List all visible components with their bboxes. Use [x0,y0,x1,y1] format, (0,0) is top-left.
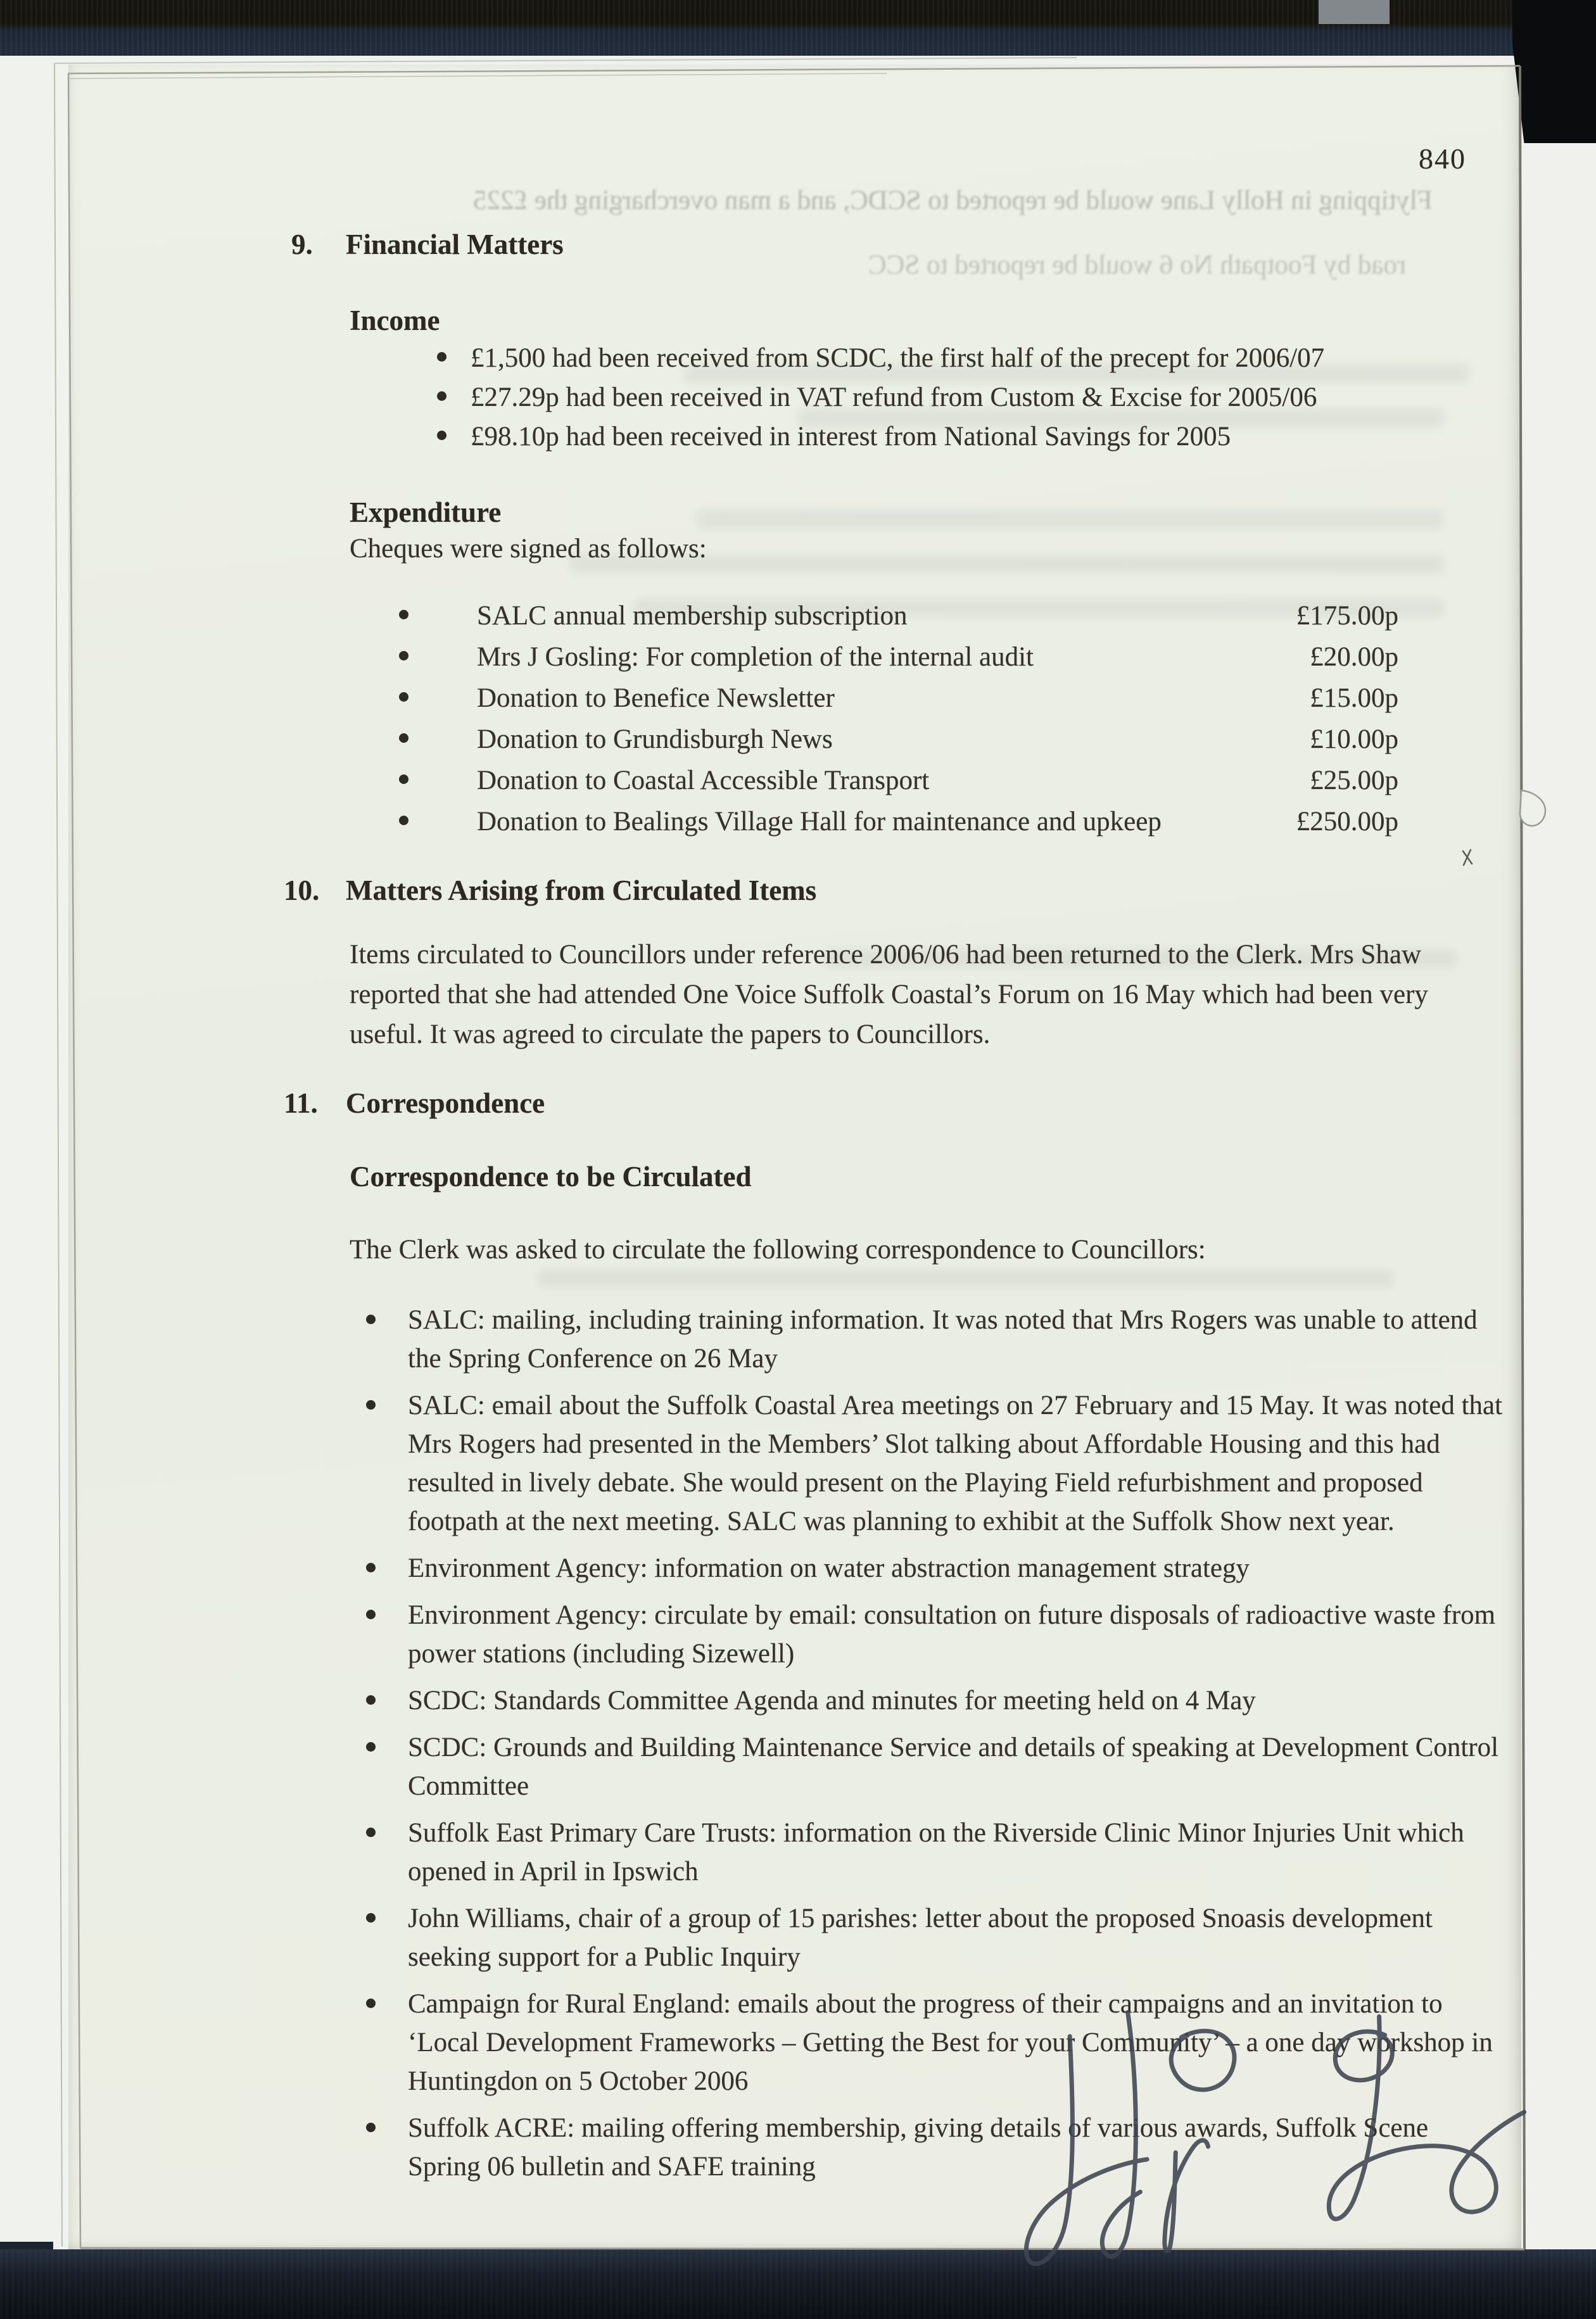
bullet-marker [399,610,408,619]
bullet-marker [366,1315,376,1324]
bullet-marker [366,1610,376,1619]
bullet-marker [366,1742,376,1752]
income-heading: Income [350,305,440,336]
correspondence-item: Campaign for Rural England: emails about the progress of their campaigns and an invitation to ‘Local Development Frameworks – Getting the Best for your Community’ – a one day workshop in Huntingdon on 5 October 2006 [365,1985,1505,2101]
income-item: £98.10p had been received in interest from National Savings for 2005 [437,421,1324,451]
cheque-amount: £25.00p [1310,766,1398,795]
cheque-description: Donation to Coastal Accessible Transport [477,766,930,795]
bullet-marker [399,733,408,743]
cheque-amount: £20.00p [1310,642,1398,672]
bullet-marker [366,1400,376,1410]
bleedthrough-line: road by Footpath No 6 would be reported to SCC [868,250,1406,280]
cheques-intro: Cheques were signed as follows: [350,534,707,564]
bullet-marker [399,692,408,702]
cheque-amount: £250.00p [1296,807,1398,837]
cheque-row [399,641,1398,671]
bullet-marker [366,1695,376,1705]
section-9-number: 9. [291,229,313,260]
income-item: £27.29p had been received in VAT refund from Custom & Excise for 2005/06 [437,382,1324,412]
correspondence-item: SALC: mailing, including training information. It was noted that Mrs Rogers was unable to attend the Spring Conference on 26 May [365,1301,1505,1378]
correspondence-item: Environment Agency: circulate by email: consultation on future disposals of radioactive waste from power stations (including Sizewell) [365,1596,1505,1673]
correspondence-item: John Williams, chair of a group of 15 parishes: letter about the proposed Snoasis development seeking support for a Public Inquiry [365,1899,1505,1976]
bullet-marker [437,391,446,401]
matters-arising-paragraph: Items circulated to Councillors under reference 2006/06 had been returned to the Clerk. Mrs Shaw reported that she had attended One Voice Suffolk Coastal’s Forum on 16 May which had been very useful. It was agreed to circulate the papers to Councillors. [350,940,1428,1049]
cheque-row [399,600,1398,630]
cheque-amount: £175.00p [1296,601,1398,631]
cheque-row [399,683,1398,712]
expenditure-heading: Expenditure [350,496,502,528]
cheque-description: Donation to Benefice Newsletter [477,683,835,713]
cheque-description: Donation to Grundisburgh News [477,724,833,754]
cheque-description: SALC annual membership subscription [477,601,908,631]
cheque-description: Mrs J Gosling: For completion of the internal audit [477,642,1034,672]
correspondence-item: Suffolk East Primary Care Trusts: information on the Riverside Clinic Minor Injuries Unit which opened in April in Ipswich [365,1814,1505,1891]
section-10-title: Matters Arising from Circulated Items [346,875,817,906]
bullet-marker [437,431,446,440]
bullet-marker [437,352,446,362]
bullet-marker [366,1913,376,1923]
correspondence-item: SCDC: Standards Committee Agenda and minutes for meeting held on 4 May [365,1681,1505,1720]
cheque-amount: £10.00p [1310,724,1398,754]
bullet-marker [366,1999,376,2008]
correspondence-item: Suffolk ACRE: mailing offering membership, giving details of various awards, Suffolk Scene Spring 06 bulletin and SAFE training [365,2109,1505,2186]
bullet-marker [399,816,408,825]
income-list [437,343,1324,460]
cheque-row [399,806,1398,836]
bullet-marker [399,774,408,784]
bleedthrough-line: Flytipping in Holly Lane would be reported to SCDC, and a man overcharging the £225 [473,186,1433,215]
bullet-marker [366,1563,376,1572]
cheque-row [399,724,1398,754]
page-number: 840 [1419,142,1466,175]
bullet-marker [399,651,408,660]
section-10-number: 10. [284,875,320,906]
income-item: £1,500 had been received from SCDC, the first half of the precept for 2006/07 [437,343,1324,372]
correspondence-subheading: Correspondence to be Circulated [350,1161,752,1192]
correspondence-intro: The Clerk was asked to circulate the following correspondence to Councillors: [350,1235,1206,1265]
bullet-marker [366,1828,376,1837]
section-11-title: Correspondence [346,1087,545,1119]
correspondence-item: Environment Agency: information on water abstraction management strategy [365,1549,1505,1588]
correspondence-item: SCDC: Grounds and Building Maintenance Service and details of speaking at Development Control Committee [365,1728,1505,1805]
cheque-amount: £15.00p [1310,683,1398,713]
section-9-title: Financial Matters [346,229,564,260]
bullet-marker [366,2123,376,2132]
correspondence-item: SALC: email about the Suffolk Coastal Area meetings on 27 February and 15 May. It was noted that Mrs Rogers had presented in the Members’ Slot talking about Affordable Housing and this had resulted in lively debate. She would present on the Playing Field refurbishment and proposed footpath at the next meeting. SALC was planning to exhibit at the Suffolk Show next year. [365,1386,1505,1541]
cheque-row [399,765,1398,795]
cheque-description: Donation to Bealings Village Hall for maintenance and upkeep [477,807,1162,837]
cheque-list [399,600,1398,847]
section-11-number: 11. [284,1087,318,1119]
